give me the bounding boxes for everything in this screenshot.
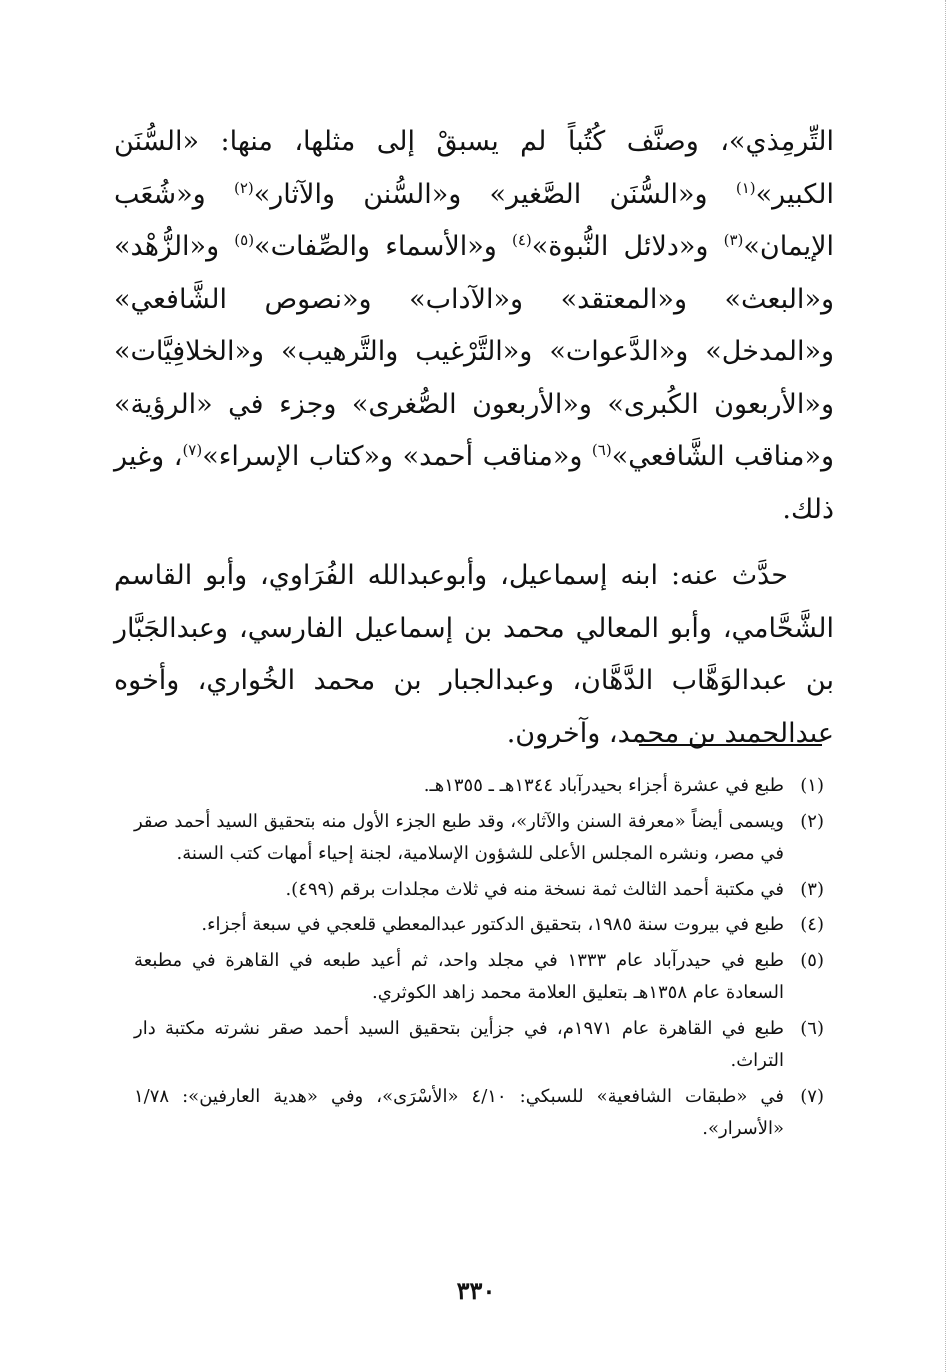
scan-edge-line	[945, 0, 952, 1372]
footnote-text: طبع في القاهرة عام ١٩٧١م، في جزأين بتحقيق السيد أحمد صقر نشرته مكتبة دار التراث.	[134, 1017, 784, 1071]
footnote-item	[134, 806, 824, 871]
footnote-item	[134, 945, 824, 1010]
text-run: و«دلائل النُّبوة»	[531, 231, 724, 262]
footnote-text: في مكتبة أحمد الثالث ثمة نسخة منه في ثلاث مجلدات برقم (٤٩٩).	[285, 878, 784, 900]
footnote-marker: (٣)	[723, 231, 744, 249]
text-run: ، وغير ذلك.	[114, 441, 834, 525]
text-run: و«السُّنَن الصَّغير» و«السُّنن والآثار»	[253, 178, 736, 210]
footnote-number: (٤)	[800, 914, 824, 935]
footnote-item	[134, 909, 824, 942]
footnote-marker: (٦)	[591, 441, 612, 459]
footnote-item	[134, 1081, 824, 1146]
footnote-marker: (٧)	[182, 441, 203, 459]
paragraph-works-list	[114, 116, 834, 536]
text-run: و«شُعَب الإيمان»	[114, 178, 834, 262]
page-number: ٣٣٠	[456, 1276, 496, 1305]
footnote-marker: (٤)	[511, 231, 532, 249]
footnote-number: (٢)	[800, 810, 824, 832]
footnote-text: ويسمى أيضاً «معرفة السنن والآثار»، وقد طبع الجزء الأول منه بتحقيق السيد أحمد صقر في مصر، ونشره المجلس الأعلى للشؤون الإسلامية، لجنة إحياء أمهات كتب السنة.	[134, 810, 784, 864]
footnote-number: (٥)	[800, 949, 824, 971]
footnote-item	[134, 1013, 824, 1078]
footnote-item	[134, 874, 824, 907]
footnote-number: (٦)	[800, 1017, 824, 1039]
footnote-text: طبع في بيروت سنة ١٩٨٥، بتحقيق الدكتور عبدالمعطي قلعجي في سبعة أجزاء.	[201, 914, 784, 935]
footnote-number: (٧)	[800, 1085, 824, 1107]
footnote-marker: (٢)	[233, 178, 254, 197]
paragraph-narrators: حدَّث عنه: ابنه إسماعيل، وأبوعبدالله الفُرَاوي، وأبو القاسم الشَّحَّامي، وأبو المعالي محمد بن إسماعيل الفارسي، وعبدالجَبَّار بن عبدالوَهَّاب الدَّهَّان، وعبدالجبار بن محمد الخُواري، وأخوه عبدالحميد بن محمد، وآخرون.	[114, 560, 834, 749]
footnote-text: في «طبقات الشافعية» للسبكي: ٤/١٠ «الأسْرَى»، وفي «هدية العارفين»: ١/٧٨ «الأسرار».	[134, 1085, 785, 1139]
main-text-body	[114, 116, 834, 760]
text-run: و«مناقب أحمد» و«كتاب الإسراء»	[202, 441, 592, 472]
text-run: و«الزُّهْد» و«البعث» و«المعتقد» و«الآداب» و«نصوص الشَّافعي» و«المدخل» و«الدَّعوات» و«التَّرْغيب والتَّرهيب» و«الخلافِيَّات» و«الأربعون الكُبرى» و«الأربعون الصُّغرى» وجزء في «الرؤية» و«مناقب الشَّافعي»	[114, 231, 835, 472]
footnote-text: طبع في حيدرآباد عام ١٣٣٣ في مجلد واحد، ثم أعيد طبعه في القاهرة في مطبعة السعادة عام ١٣٥٨هـ بتعليق العلامة محمد زاهد الكوثري.	[134, 949, 784, 1003]
footnote-number: (١)	[800, 775, 824, 796]
footnotes-section	[134, 770, 824, 1149]
footnote-number: (٣)	[800, 878, 824, 900]
footnote-item	[134, 770, 824, 803]
text-run: التِّرمِذي»، وصنَّف كُتُباً لم يسبقْ إلى مثلها، منها: «السُّنَن الكبير»	[114, 126, 834, 210]
text-run: و«الأسماء والصِّفات»	[254, 231, 512, 262]
footnote-marker: (٥)	[234, 231, 255, 249]
footnote-marker: (١)	[735, 178, 756, 197]
footnote-text: طبع في عشرة أجزاء بحيدرآباد ١٣٤٤هـ ـ ١٣٥٥هـ.	[423, 775, 784, 796]
footnote-separator-rule	[639, 744, 822, 746]
